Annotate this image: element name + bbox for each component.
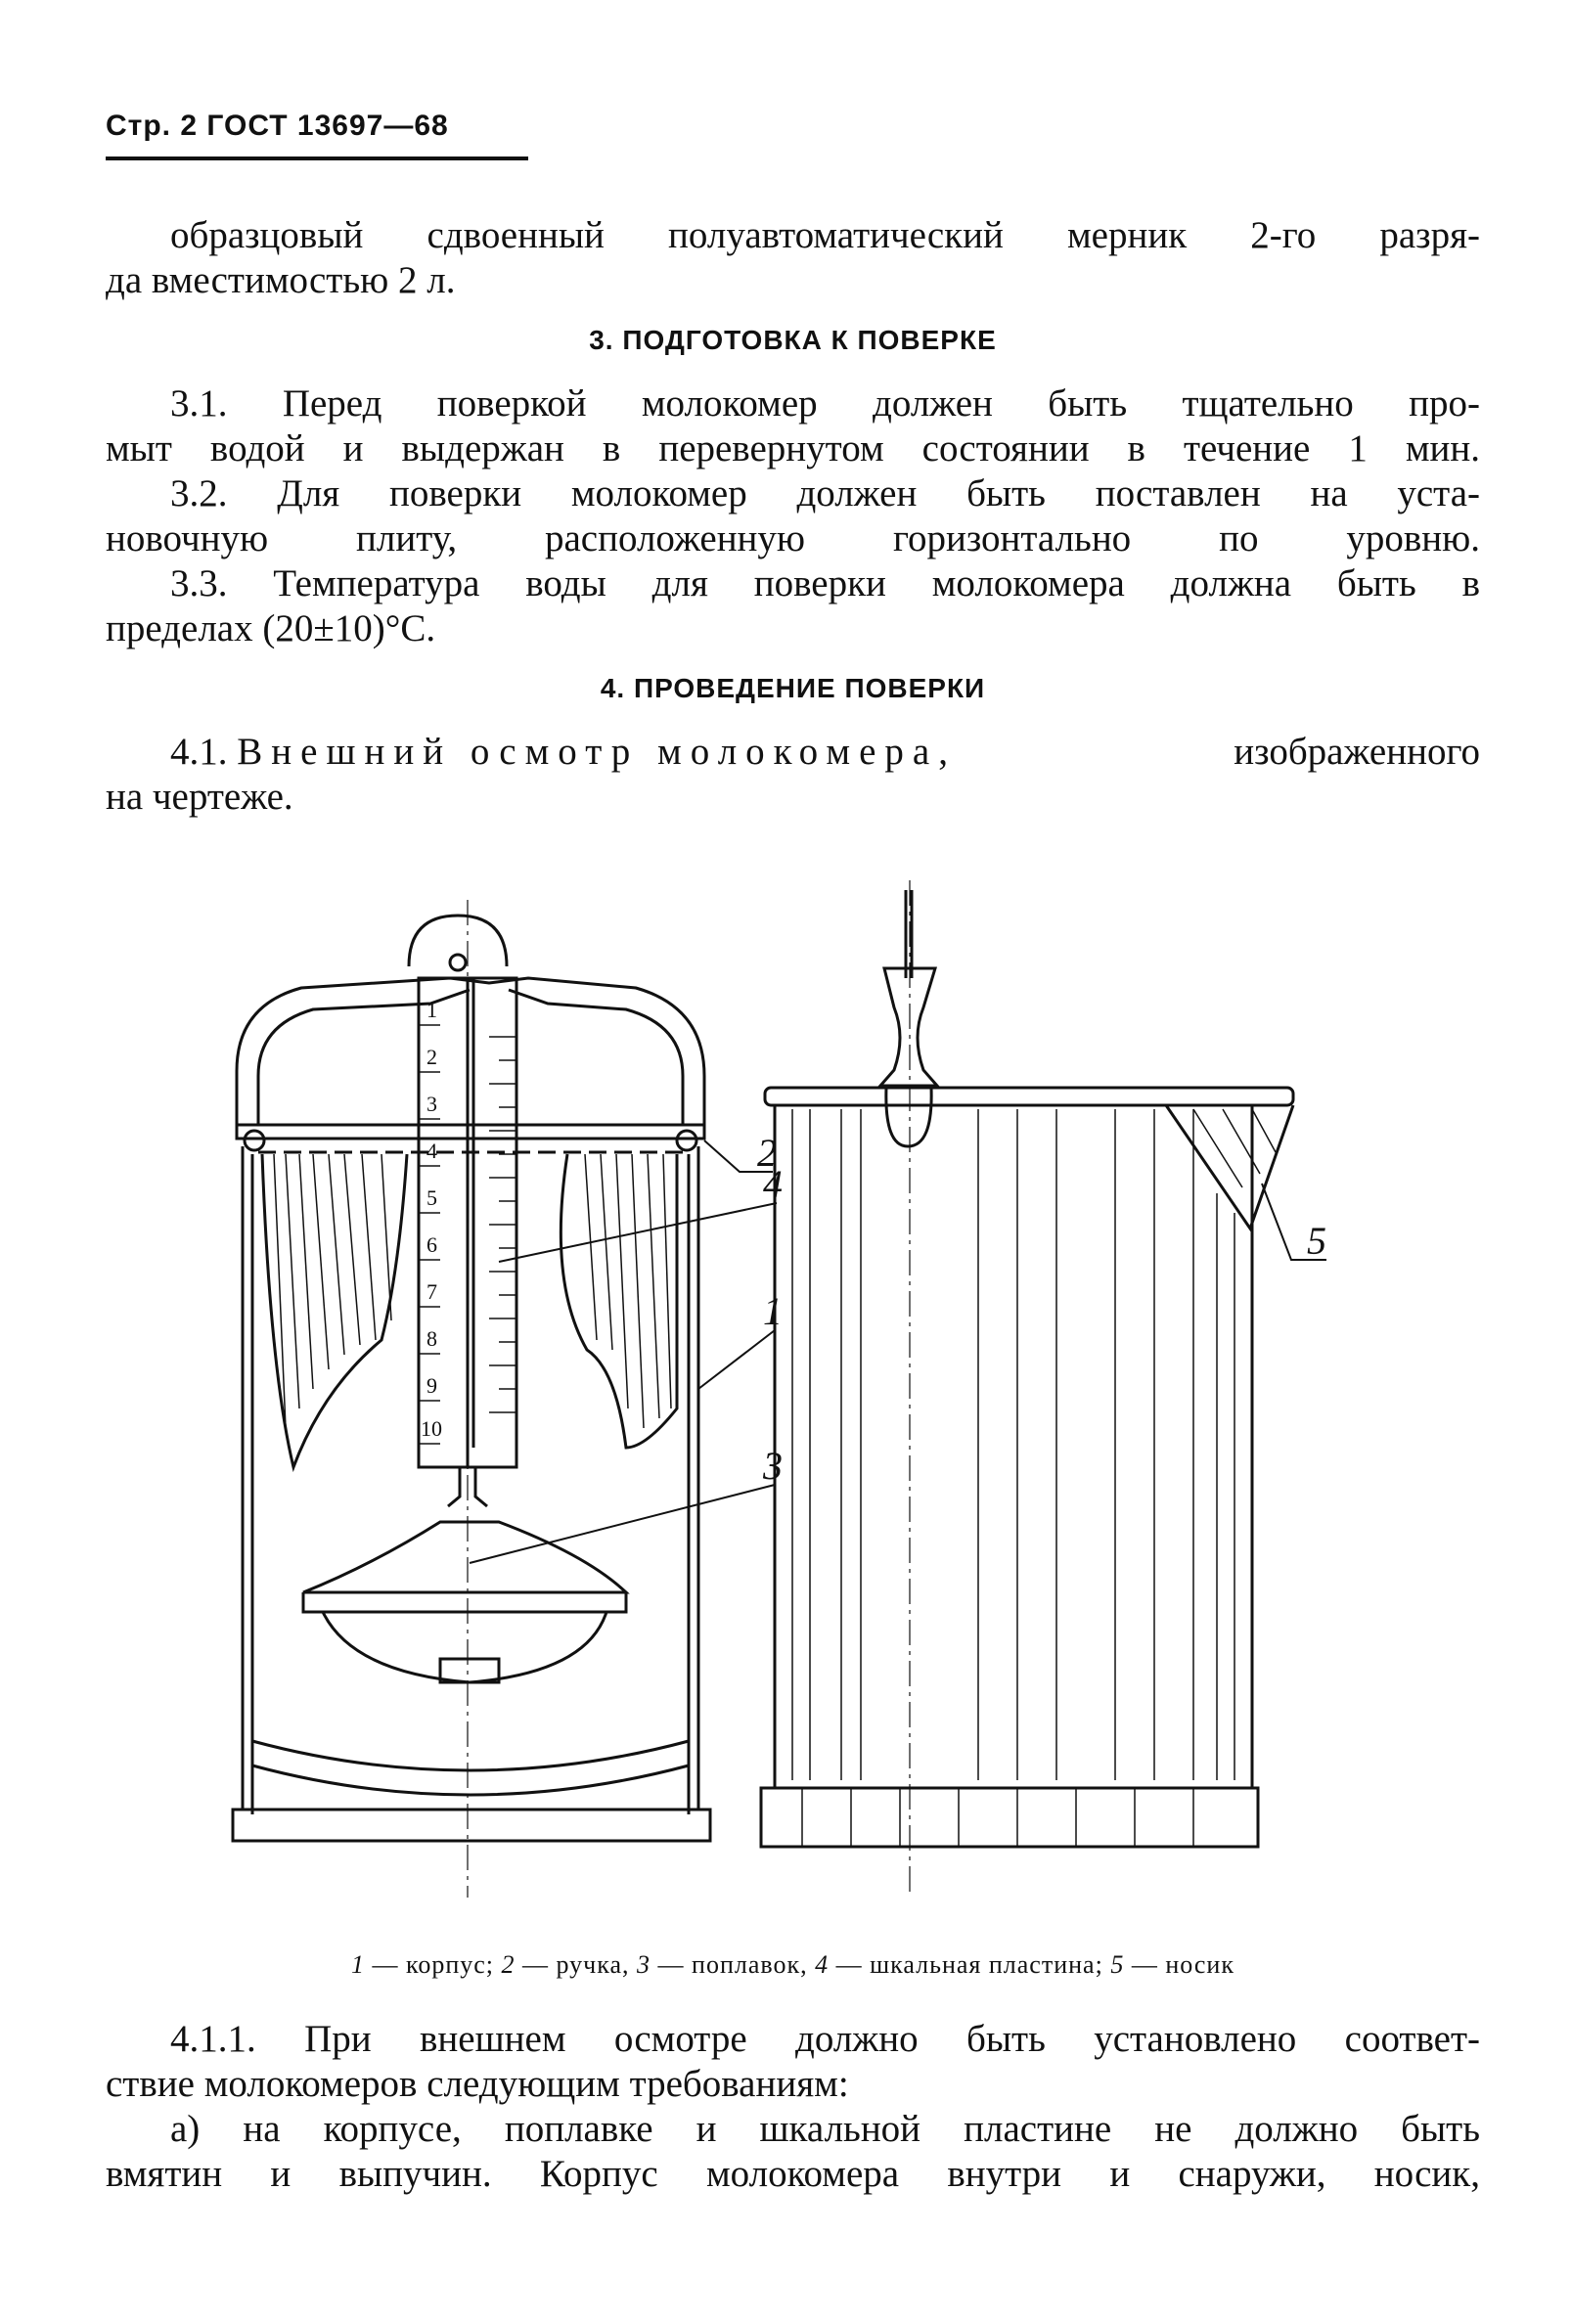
callout-label-2: 2 bbox=[757, 1131, 777, 1175]
text-line: 4.1.1. При внешнем осмотре должно быть установлено соответ- bbox=[170, 2018, 1480, 2060]
caption-text: — носик bbox=[1124, 1950, 1234, 1979]
text-line: 3.3. Температура воды для поверки молокомера должна быть в bbox=[170, 562, 1480, 604]
callout-label-3: 3 bbox=[763, 1444, 783, 1488]
caption-text: — ручка, bbox=[515, 1950, 638, 1979]
scale-number: 9 bbox=[426, 1373, 437, 1398]
paragraph-a bbox=[106, 2107, 1480, 2197]
running-header: Стр. 2 ГОСТ 13697—68 bbox=[106, 110, 449, 142]
scale-number: 5 bbox=[426, 1185, 437, 1210]
paragraph-4-1 bbox=[106, 730, 1480, 820]
text-line: образцовый сдвоенный полуавтоматический мерник 2-го разря- bbox=[170, 214, 1480, 256]
scale-number: 1 bbox=[426, 998, 437, 1022]
scale-number: 4 bbox=[426, 1139, 437, 1163]
text-line: пределах (20±10)°С. bbox=[106, 607, 436, 649]
header-rule bbox=[106, 156, 528, 160]
callout-label-5: 5 bbox=[1307, 1219, 1326, 1263]
text-line: новочную плиту, расположенную горизонтально по уровню. bbox=[106, 517, 1480, 559]
caption-number: 4 bbox=[815, 1950, 830, 1979]
paragraph-3-1 bbox=[106, 381, 1480, 471]
text-line: на чертеже. bbox=[106, 776, 293, 818]
scale-number: 6 bbox=[426, 1232, 437, 1257]
section-3-heading: 3. ПОДГОТОВКА К ПОВЕРКЕ bbox=[589, 325, 997, 355]
paragraph-3-2 bbox=[106, 471, 1480, 561]
scale-number: 2 bbox=[426, 1045, 437, 1069]
section-4-heading: 4. ПРОВЕДЕНИЕ ПОВЕРКИ bbox=[600, 673, 986, 703]
caption-number: 1 bbox=[351, 1950, 366, 1979]
text-line: да вместимостью 2 л. bbox=[106, 259, 456, 301]
scale-number: 8 bbox=[426, 1326, 437, 1351]
text-fragment: изображенного bbox=[1234, 731, 1480, 773]
caption-number: 2 bbox=[501, 1950, 516, 1979]
caption-number: 3 bbox=[637, 1950, 651, 1979]
callout-label-1: 1 bbox=[763, 1289, 783, 1333]
callout-label-4: 4 bbox=[763, 1162, 783, 1206]
text-line: мыт водой и выдержан в перевернутом состоянии в течение 1 мин. bbox=[106, 427, 1480, 469]
text-line: вмятин и выпучин. Корпус молокомера внутри и снаружи, носик, bbox=[106, 2153, 1480, 2195]
paragraph-4-1-1 bbox=[106, 2017, 1480, 2107]
text-line: а) на корпусе, поплавке и шкальной пластине не должно быть bbox=[170, 2108, 1480, 2150]
meter-exterior-view bbox=[761, 880, 1293, 1898]
scale-number: 3 bbox=[426, 1092, 437, 1116]
milk-meter-drawing bbox=[176, 861, 1428, 1927]
paragraph-intro bbox=[106, 213, 1480, 303]
spaced-emphasis: Внешний осмотр молокомера, bbox=[237, 731, 957, 773]
text-line: 3.2. Для поверки молокомер должен быть поставлен на уста- bbox=[170, 472, 1480, 514]
figure-caption bbox=[106, 1950, 1480, 1980]
caption-text: — шкальная пластина; bbox=[829, 1950, 1111, 1979]
caption-number: 5 bbox=[1110, 1950, 1125, 1979]
paragraph-3-3 bbox=[106, 561, 1480, 651]
text-line: ствие молокомеров следующим требованиям: bbox=[106, 2063, 849, 2105]
caption-text: — корпус; bbox=[365, 1950, 502, 1979]
text-line: 3.1. Перед поверкой молокомер должен быть тщательно про- bbox=[170, 382, 1480, 425]
clause-number: 4.1. bbox=[170, 731, 228, 773]
meter-section-view bbox=[233, 900, 710, 1898]
caption-text: — поплавок, bbox=[651, 1950, 816, 1979]
scale-numbers bbox=[421, 998, 442, 1441]
scale-number: 7 bbox=[426, 1279, 437, 1304]
text-line bbox=[106, 730, 1480, 775]
scale-number: 10 bbox=[421, 1416, 442, 1441]
